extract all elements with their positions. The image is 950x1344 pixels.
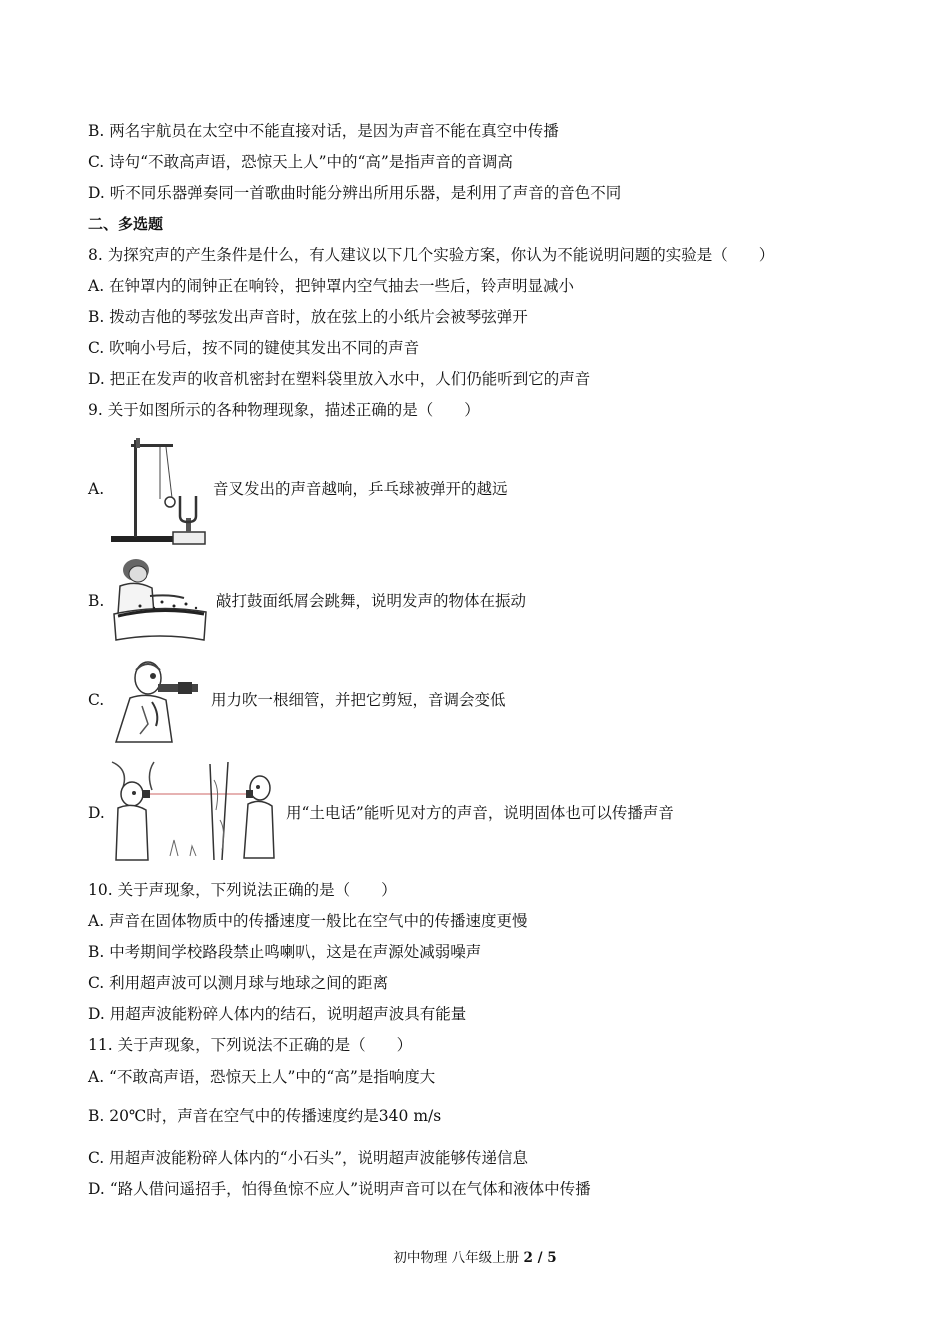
q11-option-d: D. “路人借问遥招手，怕得鱼惊不应人”说明声音可以在气体和液体中传播 bbox=[88, 1180, 591, 1198]
q11-option-a: A. “不敢高声语，恐惊天上人”中的“高”是指响度大 bbox=[88, 1068, 436, 1086]
q9-option-c-letter: C. bbox=[88, 691, 105, 709]
q10-stem: 10. 关于声现象，下列说法正确的是（ ） bbox=[88, 881, 397, 899]
footer-page-number: 2 / 5 bbox=[523, 1250, 557, 1266]
q8-option-c: C. 吹响小号后，按不同的键使其发出不同的声音 bbox=[88, 339, 420, 357]
section-title: 二、多选题 bbox=[88, 215, 164, 233]
q9-option-a-text: 音叉发出的声音越响，乒乓球被弹开的越远 bbox=[213, 480, 508, 498]
q9-option-d-letter: D. bbox=[88, 804, 105, 822]
q9-option-b-letter: B. bbox=[88, 592, 105, 610]
blowing-tube-figure bbox=[112, 654, 208, 746]
q11-option-b: B. 20℃时，声音在空气中的传播速度约是340 m/s bbox=[88, 1107, 442, 1125]
q8-option-b: B. 拨动吉他的琴弦发出声音时，放在弦上的小纸片会被琴弦弹开 bbox=[88, 308, 528, 326]
q9-stem: 9. 关于如图所示的各种物理现象，描述正确的是（ ） bbox=[88, 401, 480, 419]
q8-option-a: A. 在钟罩内的闹钟正在响铃，把钟罩内空气抽去一些后，铃声明显减小 bbox=[88, 277, 575, 295]
q11-option-c: C. 用超声波能粉碎人体内的“小石头”，说明超声波能够传递信息 bbox=[88, 1149, 529, 1167]
string-telephone-figure bbox=[110, 760, 278, 864]
q10-option-b: B. 中考期间学校路段禁止鸣喇叭，这是在声源处减弱噪声 bbox=[88, 943, 482, 961]
q8-stem: 8. 为探究声的产生条件是什么，有人建议以下几个实验方案，你认为不能说明问题的实验是（ ） bbox=[88, 246, 775, 264]
tuning-fork-figure bbox=[110, 436, 208, 548]
q10-option-c: C. 利用超声波可以测月球与地球之间的距离 bbox=[88, 974, 389, 992]
page-footer bbox=[0, 1249, 950, 1267]
q7-option-b: B. 两名宇航员在太空中不能直接对话，是因为声音不能在真空中传播 bbox=[88, 122, 559, 140]
q9-option-b-text: 敲打鼓面纸屑会跳舞，说明发声的物体在振动 bbox=[216, 592, 527, 610]
drum-figure bbox=[110, 556, 210, 644]
q10-option-a: A. 声音在固体物质中的传播速度一般比在空气中的传播速度更慢 bbox=[88, 912, 528, 930]
footer-subject: 初中物理 八年级上册 bbox=[393, 1250, 524, 1266]
q11-stem: 11. 关于声现象，下列说法不正确的是（ ） bbox=[88, 1036, 413, 1054]
q9-option-c-text: 用力吹一根细管，并把它剪短，音调会变低 bbox=[211, 691, 506, 709]
q10-option-d: D. 用超声波能粉碎人体内的结石，说明超声波具有能量 bbox=[88, 1005, 467, 1023]
q9-option-d-text: 用“土电话”能听见对方的声音，说明固体也可以传播声音 bbox=[286, 804, 674, 822]
q8-option-d: D. 把正在发声的收音机密封在塑料袋里放入水中，人们仍能听到它的声音 bbox=[88, 370, 591, 388]
q9-option-a-letter: A. bbox=[88, 480, 105, 498]
q7-option-d: D. 听不同乐器弹奏同一首歌曲时能分辨出所用乐器，是利用了声音的音色不同 bbox=[88, 184, 622, 202]
q7-option-c: C. 诗句“不敢高声语，恐惊天上人”中的“高”是指声音的音调高 bbox=[88, 153, 513, 171]
